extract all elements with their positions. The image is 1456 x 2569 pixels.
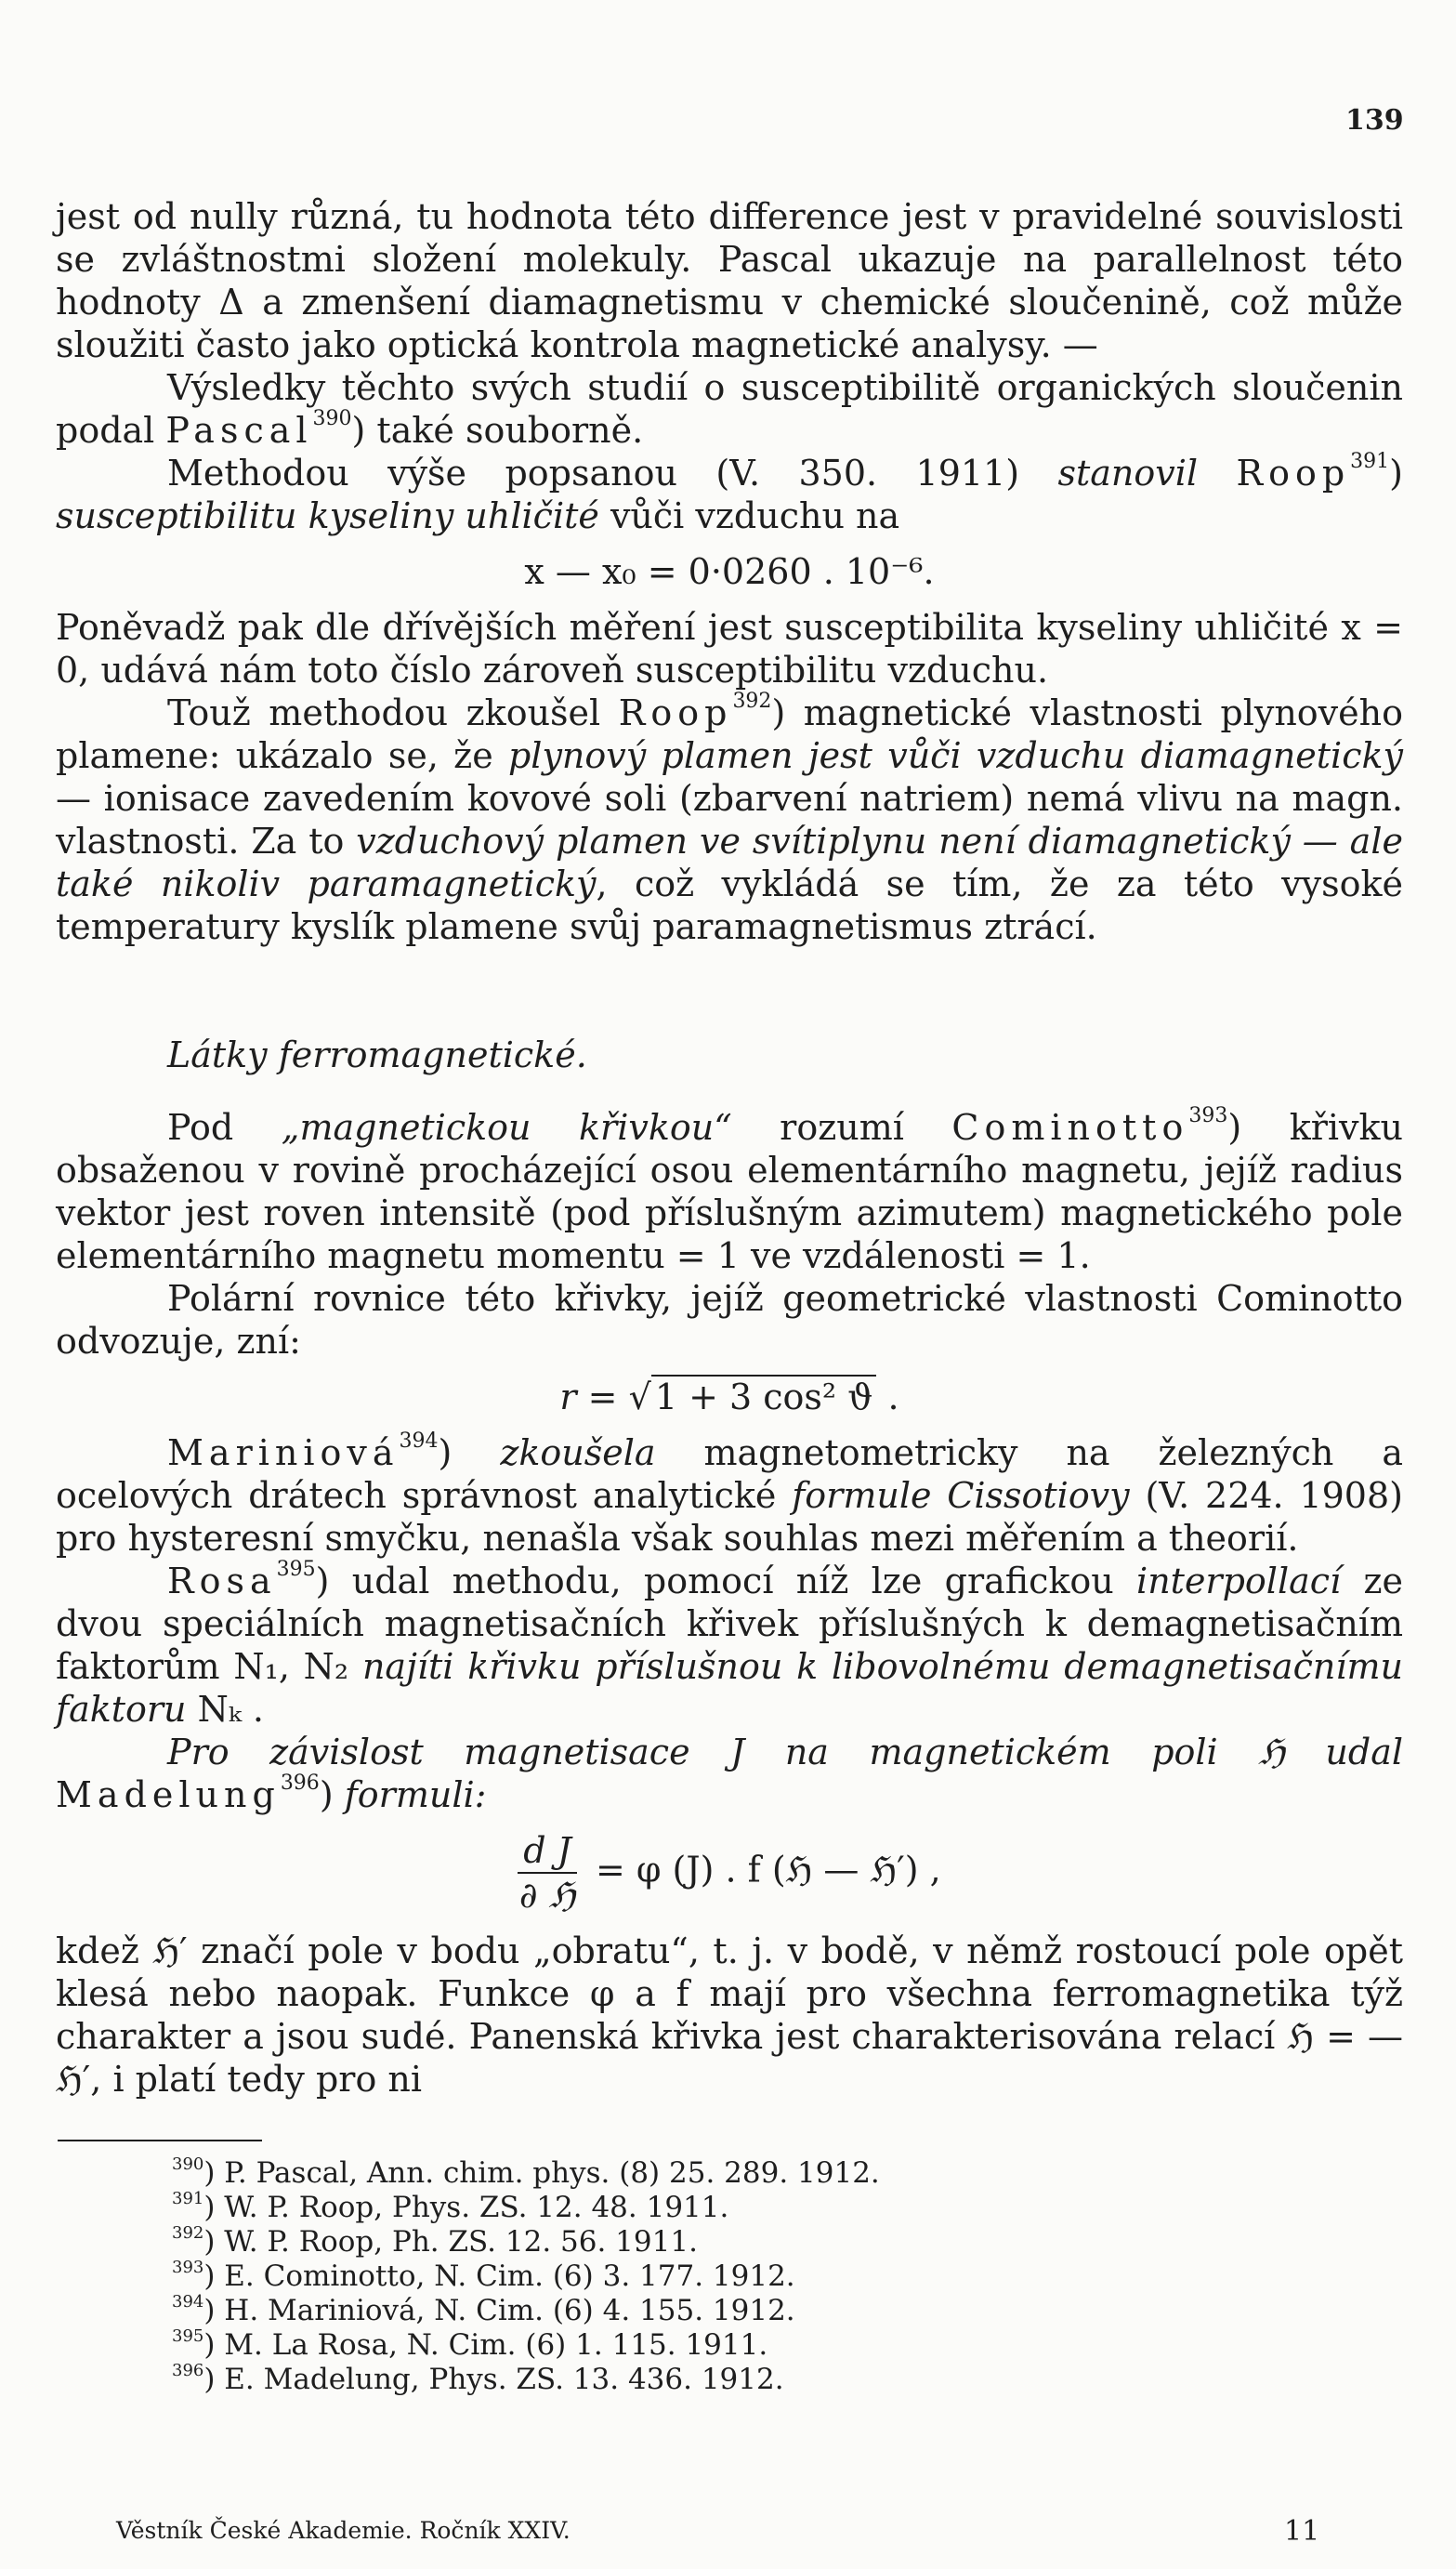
author-name: Roop — [618, 692, 733, 733]
ref-mark: 394 — [399, 1429, 439, 1453]
paragraph-3: Methodou výše popsanou (V. 350. 1911) stanovil Roop$^{391}$) susceptibilitu kyseliny uhličité vůči vzduchu na — [56, 450, 1403, 536]
paragraph-9: Rosa$^{395}$) udal methodu, pomocí níž lze grafickou interpollací ze dvou speciálních magnetisačních křivek příslušných k demagnetisačním faktorům N₁, N₂ najíti křivku příslušnou k libovolnému demagnetisačnímu faktoru Nₖ . — [56, 1558, 1403, 1730]
footnote: $^{394}$) H. Mariniová, N. Cim. (6) 4. 155. 1912. — [172, 2292, 795, 2327]
author-name: Rosa — [167, 1561, 277, 1601]
paragraph-10: Pro závislost magnetisace J na magnetickém poli ℌ udal Madelung$^{396}$) formuli: — [56, 1732, 1403, 1815]
ref-mark: 392 — [732, 690, 772, 713]
ref-mark: 395 — [276, 1558, 316, 1581]
footnote: $^{396}$) E. Madelung, Phys. ZS. 13. 436. 1912. — [172, 2361, 784, 2396]
footnote: $^{391}$) W. P. Roop, Phys. ZS. 12. 48. 1911. — [172, 2189, 729, 2224]
ref-mark: 396 — [280, 1772, 320, 1795]
equation-madelung: $\frac{\text{d J}}{\text{∂ ℌ}}$ = φ (J) . f (ℌ — ℌ′) , — [518, 1830, 941, 1916]
section-heading: Látky ferromagnetické. — [167, 1034, 587, 1075]
paragraph-8: Mariniová$^{394}$) zkoušela magnetometricky na železných a ocelových drátech správnost analytické formule Cissotiovy (V. 224. 1908) pro hysteresní smyčku, nenašla však souhlas mezi měřením a theorií. — [56, 1429, 1404, 1559]
footnote: $^{393}$) E. Cominotto, N. Cim. (6) 3. 177. 1912. — [172, 2258, 795, 2293]
sheet-number: 11 — [1284, 2515, 1320, 2548]
paragraph-7: Polární rovnice této křivky, jejíž geometrické vlastnosti Cominotto odvozuje, zní: — [56, 1278, 1403, 1362]
page-number: 139 — [1345, 104, 1404, 137]
author-name: Pascal — [165, 410, 313, 451]
footnote: $^{392}$) W. P. Roop, Ph. ZS. 12. 56. 1911. — [172, 2223, 698, 2259]
author-name: Roop — [1236, 453, 1351, 494]
footnote-rule — [58, 2140, 262, 2141]
author-name: Cominotto — [951, 1107, 1189, 1148]
ref-mark: 390 — [312, 407, 352, 430]
journal-footer: Věstník České Akademie. Ročník XXIV. — [116, 2517, 571, 2544]
paragraph-4: Poněvadž pak dle dřívějších měření jest susceptibilita kyseliny uhličité x = 0, udává nám toto číslo zároveň susceptibilitu vzduchu. — [56, 607, 1403, 691]
equation-susceptibility: x — x₀ = 0·0260 . 10⁻⁶. — [524, 551, 935, 592]
paragraph-1: jest od nully různá, tu hodnota této difference jest v pravidelné souvislosti se zvláštnostmi složení molekuly. Pascal ukazuje na parallelnost této hodnoty Δ a zmenšení diamagnetismu v chemické sloučenině, což může sloužiti často jako optická kontrola magnetické analysy. — — [56, 196, 1403, 365]
footnote: $^{390}$) P. Pascal, Ann. chim. phys. (8) 25. 289. 1912. — [172, 2154, 880, 2190]
paragraph-11: kdež ℌ′ značí pole v bodu „obratu“, t. j. v bodě, v němž rostoucí pole opět klesá nebo naopak. Funkce φ a f mají pro všechna ferromagnetika týž charakter a jsou sudé. Panenská křivka jest charakterisována relací ℌ = — ℌ′, i platí tedy pro ni — [56, 1930, 1403, 2100]
author-name: Mariniová — [167, 1432, 400, 1473]
footnote: $^{395}$) M. La Rosa, N. Cim. (6) 1. 115. 1911. — [172, 2326, 768, 2362]
equation-polar: r = √ 1 + 3 cos² ϑ . — [559, 1377, 899, 1417]
body-text — [56, 195, 1403, 2101]
footnotes — [172, 2156, 880, 2397]
ref-mark: 393 — [1188, 1104, 1228, 1127]
paragraph-6: Pod „magnetickou křivkou“ rozumí Cominotto$^{393}$) křivku obsaženou v rovině procházející osou elementárního magnetu, jejíž radius vektor jest roven intensitě (pod příslušným azimutem) magnetického pole elementárního magnetu momentu = 1 ve vzdálenosti = 1. — [56, 1104, 1404, 1276]
ref-mark: 391 — [1350, 450, 1390, 473]
paragraph-2: Výsledky těchto svých studií o susceptibilitě organických sloučenin podal Pascal$^{390}$) také souborně. — [56, 367, 1403, 451]
author-name: Madelung — [56, 1774, 281, 1815]
paragraph-5: Touž methodou zkoušel Roop$^{392}$) magnetické vlastnosti plynového plamene: ukázalo se, že plynový plamen jest vůči vzduchu diamagnetický — ionisace zavedením kovové soli (zbarvení natriem) nemá vlivu na magn. vlastnosti. Za to vzduchový plamen ve svítiplynu není diamagnetický — ale také nikoliv paramagnetický, což vykládá se tím, že za této vysoké temperatury kyslík plamene svůj paramagnetismus ztrácí. — [56, 690, 1403, 947]
